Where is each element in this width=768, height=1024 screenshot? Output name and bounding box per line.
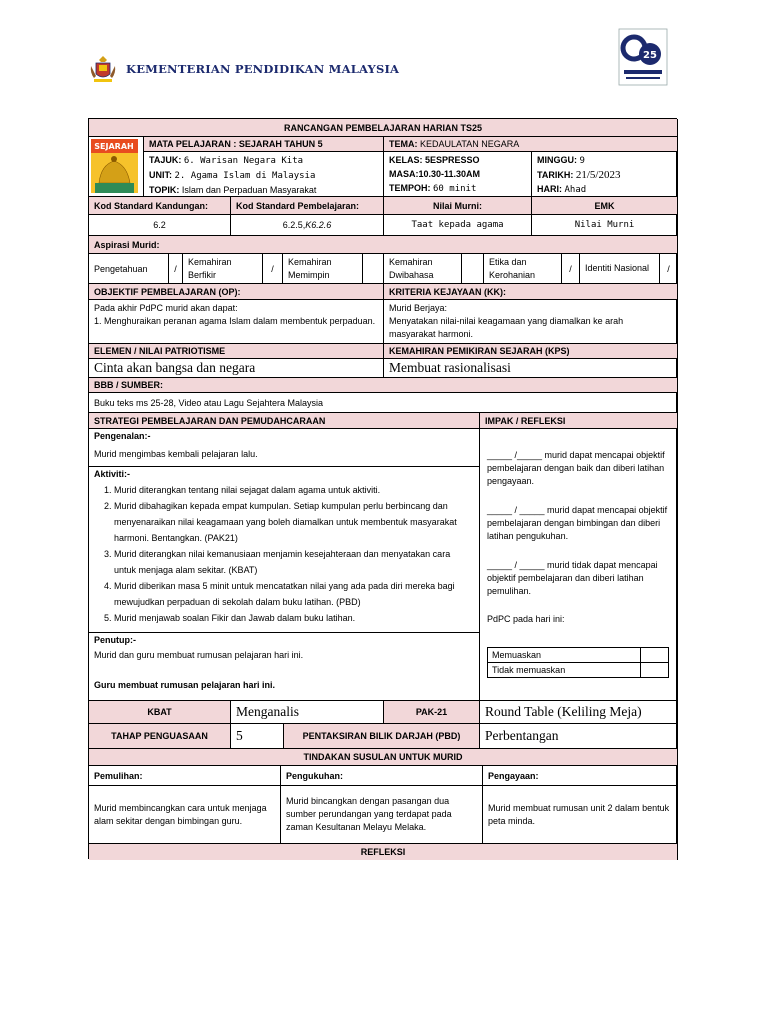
aktiviti-label: Aktiviti:- xyxy=(94,469,130,479)
pak-value: Round Table (Keliling Meja) xyxy=(480,701,678,724)
ksp-header: Kod Standard Pembelajaran: xyxy=(231,197,384,215)
aspirasi-mark-5: / xyxy=(562,254,580,284)
svg-text:25: 25 xyxy=(643,50,657,61)
ksk-header: Kod Standard Kandungan: xyxy=(89,197,231,215)
aktiviti-cell xyxy=(89,467,480,633)
aspirasi-kemahiran-berfikir: Kemahiran Berfikir xyxy=(183,254,263,284)
tema-row: TEMA: KEDAULATAN NEGARA xyxy=(384,137,677,152)
kk-body: Murid Berjaya: Menyatakan nilai-nilai keagamaan yang diamalkan ke arah masyarakat harmoni. xyxy=(384,300,678,344)
pdpc-tidak-memuaskan-checkbox[interactable] xyxy=(641,663,669,678)
elemen-header: ELEMEN / NILAI PATRIOTISME xyxy=(89,344,384,359)
pdpc-memuaskan-checkbox[interactable] xyxy=(641,648,669,663)
page-header xyxy=(88,52,688,92)
penutup-label: Penutup:- xyxy=(94,635,136,645)
pdpc-memuaskan: Memuaskan xyxy=(488,648,641,663)
lesson-plan-sheet xyxy=(88,118,677,859)
kps-value: Membuat rasionalisasi xyxy=(384,359,678,378)
strategi-header: STRATEGI PEMBELAJARAN DAN PEMUDAHCARAAN xyxy=(89,413,480,429)
aspirasi-identiti-nasional: Identiti Nasional xyxy=(580,254,660,284)
unit-row: UNIT: 2. Agama Islam di Malaysia xyxy=(149,170,316,181)
pengenalan-text: Murid mengimbas kembali pelajaran lalu. xyxy=(94,449,258,459)
impak-pemulihan: _____ / _____ murid tidak dapat mencapai objektif pembelajaran dan diberi latihan pemulihan. xyxy=(487,560,658,596)
aspirasi-mark-6: / xyxy=(660,254,678,284)
nilai-header: Nilai Murni: xyxy=(384,197,532,215)
aspirasi-pengetahuan: Pengetahuan xyxy=(89,254,169,284)
pdpc-tidak-memuaskan: Tidak memuaskan xyxy=(488,663,641,678)
bbm-value: Buku teks ms 25-28, Video atau Lagu Sejahtera Malaysia xyxy=(89,393,678,413)
nilai-value: Taat kepada agama xyxy=(384,215,532,236)
aspirasi-kemahiran-memimpin: Kemahiran Memimpin xyxy=(283,254,363,284)
tarikh-row: TARIKH: 21/5/2023 xyxy=(537,169,621,181)
pemulihan-label: Pemulihan: xyxy=(89,766,281,786)
kk-header: KRITERIA KEJAYAAN (KK): xyxy=(384,284,678,300)
topik-row: TOPIK: Islam dan Perpaduan Masyarakat xyxy=(149,185,317,195)
pemulihan-text: Murid membincangkan cara untuk menjaga alam sekitar dengan bimbingan guru. xyxy=(89,786,281,844)
aspirasi-mark-4 xyxy=(462,254,484,284)
guru-text: Guru membuat rumusan pelajaran hari ini. xyxy=(94,680,276,690)
susulan-header: TINDAKAN SUSULAN UNTUK MURID xyxy=(89,749,678,766)
aktiviti-item: 5. Murid menjawab soalan Fikir dan Jawab dalam buku latihan. xyxy=(114,610,474,626)
class-info-cell xyxy=(384,137,678,197)
tajuk-row: TAJUK: 6. Warisan Negara Kita xyxy=(149,155,304,166)
pengayaan-label: Pengayaan: xyxy=(483,766,678,786)
penutup-cell xyxy=(89,633,480,701)
ts25-logo-icon xyxy=(618,28,668,86)
impak-pengukuhan: _____ / _____ murid dapat mencapai objektif pembelajaran dengan bimbingan dan diberi latihan pengukuhan. xyxy=(487,505,668,541)
aspirasi-mark-3 xyxy=(363,254,384,284)
refleksi-header: REFLEKSI xyxy=(89,844,678,860)
tempoh-row: TEMPOH: 60 minit xyxy=(389,183,477,194)
pak-label: PAK-21 xyxy=(384,701,480,724)
objektif-body: Pada akhir PdPC murid akan dapat: 1. Menghuraikan peranan agama Islam dalam membentuk perpaduan. xyxy=(89,300,384,344)
tahap-value: 5 xyxy=(231,724,284,749)
plan-title: RANCANGAN PEMBELAJARAN HARIAN TS25 xyxy=(89,119,678,137)
pengukuhan-text: Murid bincangkan dengan pasangan dua sumber perundangan yang terdapat pada zaman Kesultanan Melayu Melaka. xyxy=(281,786,483,844)
emk-header: EMK xyxy=(532,197,678,215)
pengenalan-cell xyxy=(89,429,480,467)
hari-row: HARI: Ahad xyxy=(537,184,587,195)
kelas-row: KELAS: 5ESPRESSO xyxy=(389,155,480,165)
kbat-label: KBAT xyxy=(89,701,231,724)
ksk-value: 6.2 xyxy=(89,215,231,236)
book-cover-icon xyxy=(91,139,138,193)
aktiviti-item: 4. Murid diberikan masa 5 minit untuk mencatatkan nilai yang ada pada diri mereka bagi mewujudkan perpaduan di sekolah dalam buku latihan. (PBD) xyxy=(114,578,474,610)
book-cover-cell xyxy=(89,137,144,197)
pbd-label: PENTAKSIRAN BILIK DARJAH (PBD) xyxy=(284,724,480,749)
aktiviti-list xyxy=(94,482,474,626)
pbd-value: Perbentangan xyxy=(480,724,678,749)
aktiviti-item: 2. Murid dibahagikan kepada empat kumpulan. Setiap kumpulan perlu berbincang dan menyenaraikan nilai keagamaan yang boleh diamalkan untuk membentuk masyarakat harmoni. Bentangkan. (PAK21) xyxy=(114,498,474,546)
pengenalan-label: Pengenalan:- xyxy=(94,431,151,441)
masa-row: MASA:10.30-11.30AM xyxy=(389,169,481,179)
ministry-name: KEMENTERIAN PENDIDIKAN MALAYSIA xyxy=(126,62,400,76)
ksp-value: 6.2.5, K6.2.6 xyxy=(231,215,384,236)
aktiviti-item: 1. Murid diterangkan tentang nilai sejagat dalam agama untuk aktiviti. xyxy=(114,482,474,498)
pengukuhan-label: Pengukuhan: xyxy=(281,766,483,786)
impak-cell xyxy=(480,429,678,701)
impak-header: IMPAK / REFLEKSI xyxy=(480,413,678,429)
aspirasi-mark-2: / xyxy=(263,254,283,284)
pdpc-label: PdPC pada hari ini: xyxy=(487,614,565,624)
aspirasi-kemahiran-dwibahasa: Kemahiran Dwibahasa xyxy=(384,254,462,284)
pdpc-table xyxy=(487,647,669,678)
elemen-value: Cinta akan bangsa dan negara xyxy=(89,359,384,378)
objektif-header: OBJEKTIF PEMBELAJARAN (OP): xyxy=(89,284,384,300)
subject-cell xyxy=(144,137,384,197)
emk-value: Nilai Murni xyxy=(532,215,678,236)
bbm-header: BBB / SUMBER: xyxy=(89,378,678,393)
coat-of-arms-icon xyxy=(88,54,118,84)
kbat-value: Menganalis xyxy=(231,701,384,724)
aspirasi-header: Aspirasi Murid: xyxy=(89,236,678,254)
svg-text:SEJARAH: SEJARAH xyxy=(94,142,134,151)
penutup-text: Murid dan guru membuat rumusan pelajaran hari ini. xyxy=(94,650,304,660)
aspirasi-etika-kerohanian: Etika dan Kerohanian xyxy=(484,254,562,284)
impak-pengayaan: _____ /_____ murid dapat mencapai objektif pembelajaran dengan baik dan diberi latihan pengayaan. xyxy=(487,450,665,486)
subject-label: MATA PELAJARAN : SEJARAH TAHUN 5 xyxy=(144,137,383,152)
pengayaan-text: Murid membuat rumusan unit 2 dalam bentuk peta minda. xyxy=(483,786,678,844)
aktiviti-item: 3. Murid diterangkan nilai kemanusiaan menjamin kesejahteraan dan menyatakan cara untuk menjaga alam sekitar. (KBAT) xyxy=(114,546,474,578)
minggu-row: MINGGU: 9 xyxy=(537,155,585,166)
aspirasi-mark-1: / xyxy=(169,254,183,284)
kps-header: KEMAHIRAN PEMIKIRAN SEJARAH (KPS) xyxy=(384,344,678,359)
tahap-label: TAHAP PENGUASAAN xyxy=(89,724,231,749)
